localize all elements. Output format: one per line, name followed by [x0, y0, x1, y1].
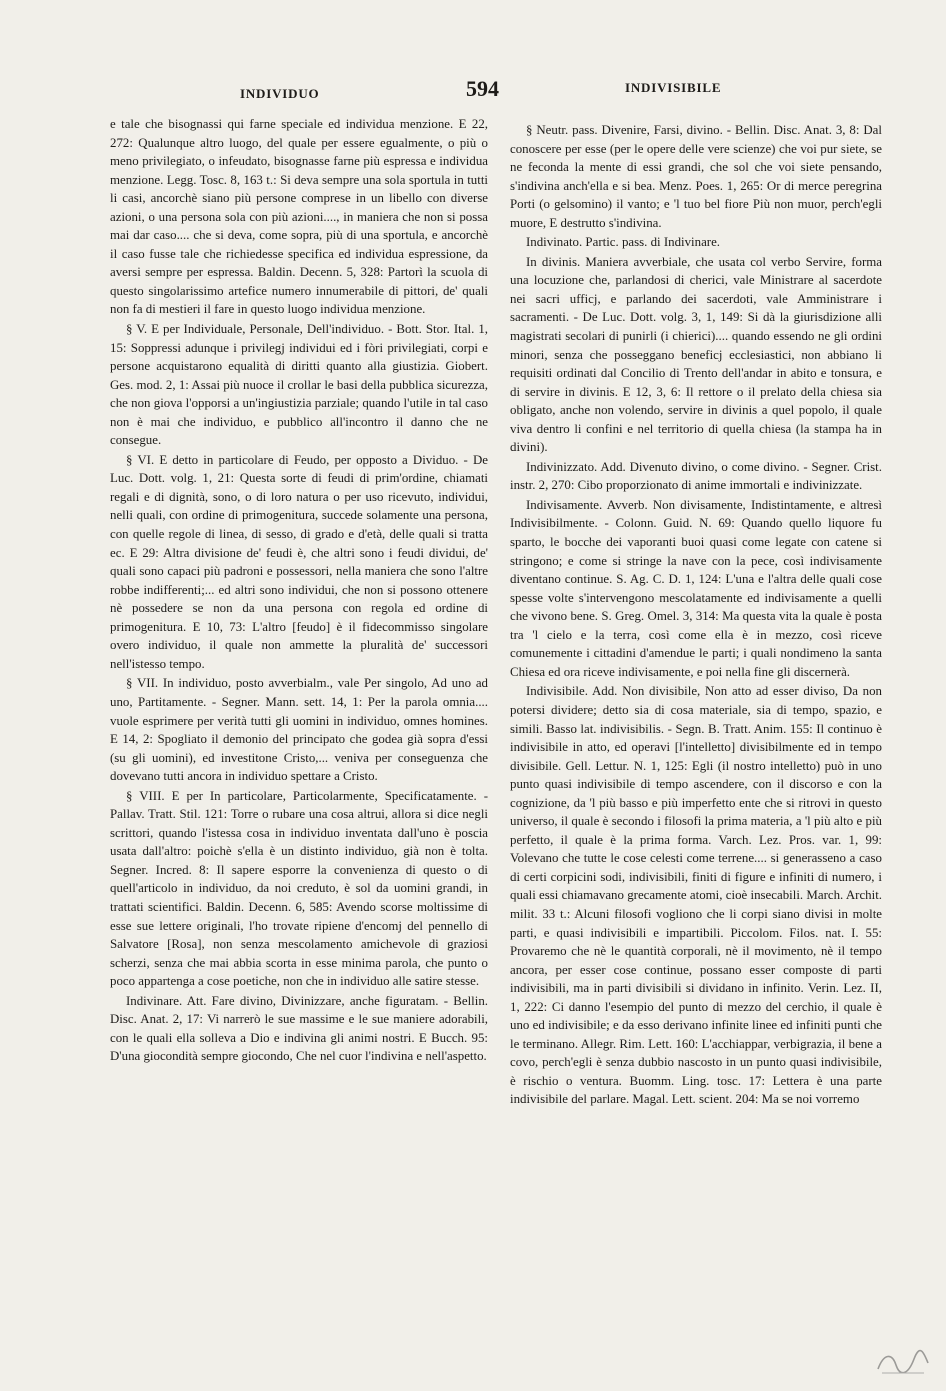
paragraph-sense-viii: § VIII. E per In particolare, Particolarmente, Specificatamente. - Pallav. Tratt. Stil. 121: Torre o rubare una cosa altrui, allora si dice negli scrittori, quando l'istessa cosa in individuo inventata dall'uno è poscia usata dall'altro: poichè s'ella è un distinto individuo, già non è tolta. Segner. Incred. 8: Il sapere esporre la convenienza di questo o di quell'articolo in individuo, da noi creduto, è sol da uomini grandi, in trattati scientifici. Baldin. Decenn. 6, 585: Avendo scorse moltissime di esse sue lettere originali, l'ho trovate ripiene d'encomj del pennello di Salvatore [Rosa], non senza mescolamento amichevole di graziosi scherzi, senza che mai abbia scorta in esse minima parola, che punto o poco appartenga a cose poetiche, non che in individuo alle satire stesse. — [110, 788, 488, 989]
entry-in-divinis: In divinis. Maniera avverbiale, che usata col verbo Servire, forma una locuzione che, parlandosi di cherici, vale Ministrare al sacerdote nei sacri ufficj, e parlando dei sacerdoti, vale Amministrare i sacramenti. - De Luc. Dott. volg. 3, 1, 149: Si dà la giurisdizione alli magistrati secolari di punirli (i chierici).... quando essendo ne gli ordini minori, senza che posseggano beneficj ecclesiastici, non abbiano li requisiti ordinati dal Concilio di Trento dell'andar in abito e tonsura, e di servire in divinis. E 12, 3, 6: Il rettore o il prelato della chiesa sia obligato, anche non volendo, servire in divinis a quel popolo, il quale viva dentro li confini e nel territorio di quella chiesa (la stampa ha in divini). — [510, 254, 882, 455]
entry-indivinizzato: Indivinizzato. Add. Divenuto divino, o come divino. - Segner. Crist. instr. 2, 270: Cibo proporzionato di anime immortali e indivinizzate. — [510, 459, 882, 493]
library-stamp-mark — [874, 1347, 932, 1377]
paragraph-sense-vi: § VI. E detto in particolare di Feudo, per opposto a Dividuo. - De Luc. Dott. volg. 1, 21: Questa sorte di feudi di prim'ordine, chiamati regali e di dignità, sono, o di loro natura o per uso ricevuto, individui, nelli quali, con ordine di primogenitura, succede solamente una persona, con quelle regole di linea, di sesso, di grado e d'età, delle quali si tratta ec. E 29: Altra divisione de' feudi è, che altri sono i feudi dividui, de' quali sono capaci più padroni e possessori, nella maniera che sono l'altre robbe indifferenti;... ed altri sono individui, che non si possono ottenere nè possedere se non da una persona con regola ed ordine di primogenitura. E 10, 73: L'altro [feudo] è il fidecommisso singolare overo individuo, il quale non ammette la pluralità de' successori nell'istesso tempo. — [110, 452, 488, 671]
entry-indivinato: Indivinato. Partic. pass. di Indivinare. — [526, 235, 721, 250]
right-column — [510, 120, 882, 1109]
paragraph-neutr-pass: § Neutr. pass. Divenire, Farsi, divino. - Bellin. Disc. Anat. 3, 8: Dal conoscere per esse (per le opere delle vere scienze) che voi pur siete, se ne feconda la mente di essi grandi, che sol che voi siete pensando, s'indivina anch'ella e si bea. Menz. Poes. 1, 265: Or di merce peregrina Porti (o gelsomino) il vanto; e 'l tuo bel fiore Più non muor, perch'egli muore, E destrutto s'indivina. — [510, 123, 882, 230]
entry-indivisibile: Indivisibile. Add. Non divisibile, Non atto ad esser diviso, Da non potersi dividere; detto sia di cosa materiale, sia di tempo, spazio, e simili. Basso lat. indivisibilis. - Segn. B. Tratt. Anim. 155: Il continuo è indivisibile in atto, ed operavi [l'intelletto] divisibilmente ed in tempo divisibile. Gell. Lettur. N. 1, 125: Egli (il nostro intelletto) può in uno punto quasi indivisibile di tempo ascendere, con il discorso e con la cognizione, da 'l più basso e più imperfetto ente che si ritrovi in questo universo, il quale è secondo i filosofi la prima materia, a 'l più alto e più perfetto, il quale è la prima forma. Varch. Lez. Pros. var. 1, 99: Volevano che tutte le cose celesti come terrene.... si generasseno a caso di certi corpicini sodi, indivisibili, finiti di figure e infiniti di numero, i quali essi chiamavano grecamente atomi, cioè insecabili. March. Archit. milit. 33 t.: Alcuni filosofi vogliono che li corpi siano divisi in molte parti, e quasi indivisibili e impartibili. Piccolom. Filos. nat. I. 55: Provaremo che nè le quantità corporali, nè il movimento, nè il tempo ancora, per esser cose continue, possano esser composte di parti indivisibili, ma in parti divisibili si dividano in infinito. Verin. Lez. II, 1, 222: Ci danno l'esempio del punto di mezzo del cerchio, il quale è uno ed indivisibile; e da esso derivano infinite linee ed infiniti punti che le terminano. Allegr. Rim. Lett. 160: L'acchiappar, verbigrazia, il bene a covo, perch'egli è senza dubbio nascosto in un punto quasi indivisibile, è rischio o ventura. Buomm. Ling. tosc. 17: Lettera è una parte indivisibile del parlare. Magal. Lett. scient. 204: Ma se noi vorremo — [510, 684, 882, 1107]
paragraph-sense-v: § V. E per Individuale, Personale, Dell'individuo. - Bott. Stor. Ital. 1, 15: Soppressi adunque i privilegj individui ed i fòri privilegiati, corpi e persone acquistarono equalità di diritti quanto alla giustizia. Giobert. Ges. mod. 2, 1: Assai più nuoce il crollar le basi della pubblica sicurezza, che non giova l'opporsi a un'ingiustizia parziale; quando l'utile in tal caso non è mai che individuo, e pubblico all'incontro il danno che ne consegue. — [110, 322, 488, 448]
paragraph-sense-vii: § VII. In individuo, posto avverbialm., vale Per singolo, Ad uno ad uno, Partitamente. - Segner. Mann. sett. 14, 1: Per la parola omnia.... vuole esprimere per verità tutti gli uomini in individuo, omnes homines. E 14, 2: Spogliato il demonio del principato che godea già sopra d'essi (su gli uomini), ed investitone Cristo,... veniva per conseguenza che dovevano tutti ancora in individuo spettare a Cristo. — [110, 676, 488, 784]
entry-indivinare: Indivinare. Att. Fare divino, Divinizzare, anche figuratam. - Bellin. Disc. Anat. 2, 17: Vi narrerò le sue massime e le sue maniere adorabili, con le quali ella solleva a Dio e indivina gli animi nostri. E Bucch. 95: D'una giocondità sempre giocondo, Che nel cuor l'indivina e nell'aspetto. — [110, 993, 488, 1064]
left-column — [110, 114, 488, 1066]
page-number: 594 — [466, 76, 499, 101]
right-running-head: INDIVISIBILE — [625, 80, 722, 95]
entry-indivisamente: Indivisamente. Avverb. Non divisamente, Indistintamente, e altresì Indivisibilmente. - Colonn. Guid. N. 69: Quando quello liquore fu sparto, le bocche dei vaporanti buoi quasi come legate con catene si stringono; e come si stringe la nave con la pece, così indivisamente diventano continue. S. Ag. C. D. 1, 124: L'una e l'altra delle quali cose spesse volte s'intervengono mescolatamente ed indivisamente a quelli che vivono bene. S. Greg. Omel. 3, 314: Ma questa vita la quale è posta tra 'l cielo e la terra, così come ella è in mezzo, così riceve comunemente i cittadini d'amendue le parti; i quali nondimeno la santa Chiesa ed ora riceve indivisamente, e poi nella fine gli discernerà. — [510, 497, 882, 679]
paragraph-continuation: e tale che bisognassi qui farne speciale ed individua menzione. E 22, 272: Qualunque altro luogo, del quale per essere egualmente, o più o meno privilegiato, o infeudato, bisognasse farne più espressa e individua menzione. Legg. Tosc. 8, 163 t.: Si deva sempre una sola sportula in tutti li casi, ancorchè siano più persone comprese in un libello con diverse azioni, o una persona sola con più azioni...., in maniera che non si possa mai dar caso.... che si deva, come sopra, più di una sportula, e ancorchè il caso fusse tale che richiedesse specifica ed individua espressione, da aversi sempre per espressa. Baldin. Decenn. 5, 328: Partorì la scuola di questo singolarissimo artefice numero innumerabile di pittori, de' quali non fa di mestieri il fare in questo luogo individua menzione. — [110, 117, 488, 317]
left-running-head: INDIVIDUO — [240, 86, 320, 101]
